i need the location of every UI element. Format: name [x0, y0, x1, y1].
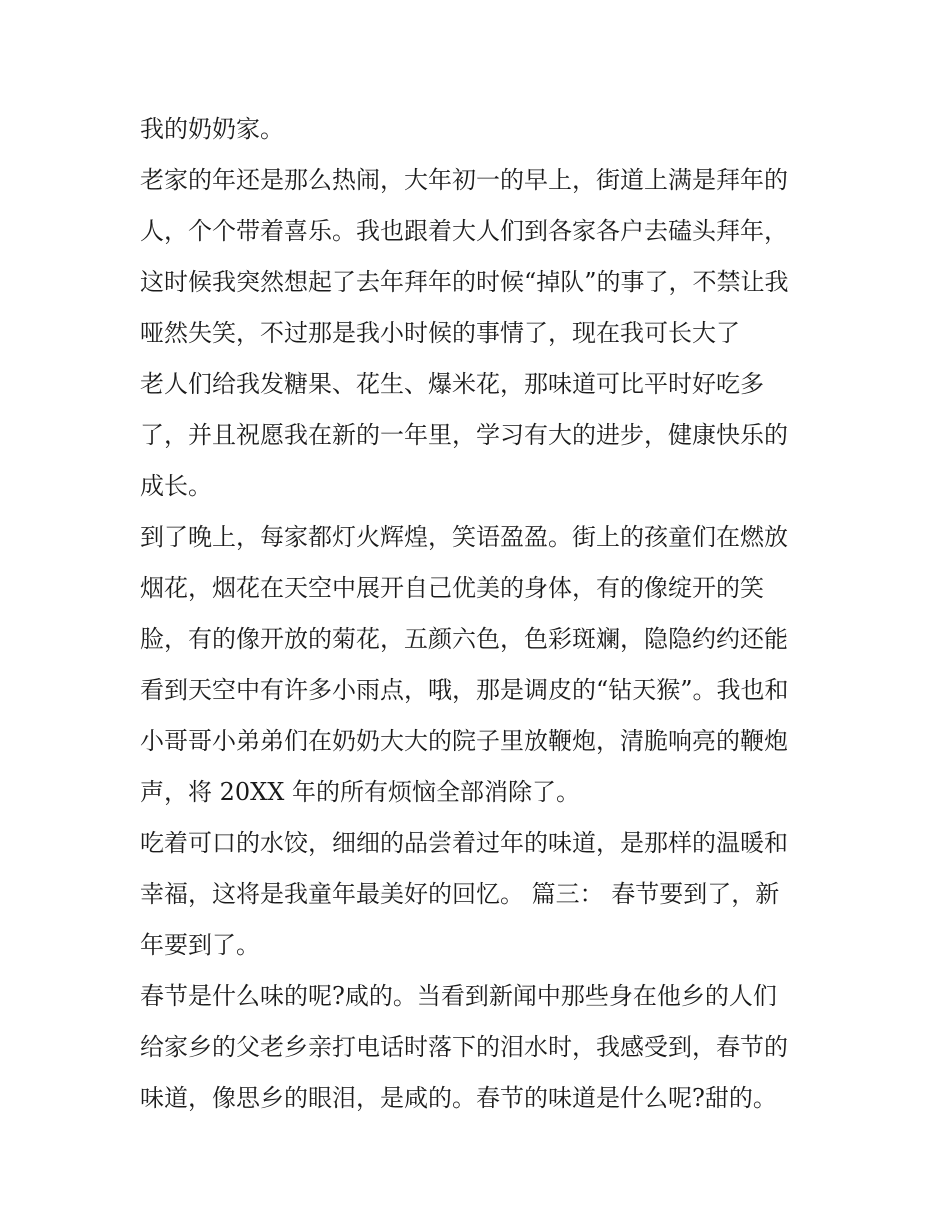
text-line: 了，并且祝愿我在新的一年里，学习有大的进步，健康快乐的 [140, 421, 788, 449]
text-line: 哑然失笑，不过那是我小时候的事情了，现在我可长大了 [140, 319, 740, 347]
text-line: 吃着可口的水饺，细细的品尝着过年的味道，是那样的温暖和 [140, 829, 788, 857]
text-line: 声，将 20XX 年的所有烦恼全部消除了。 [140, 778, 580, 806]
text-line: 给家乡的父老乡亲打电话时落下的泪水时，我感受到，春节的 [140, 1033, 788, 1061]
text-line: 我的奶奶家。 [140, 115, 284, 143]
document-body [140, 104, 820, 1124]
text-line: 老人们给我发糖果、花生、爆米花，那味道可比平时好吃多 [140, 370, 764, 398]
text-line: 看到天空中有许多小雨点，哦，那是调皮的“钻天猴”。我也和 [140, 676, 789, 704]
text-line: 年要到了。 [140, 931, 260, 959]
text-line: 小哥哥小弟弟们在奶奶大大的院子里放鞭炮，清脆响亮的鞭炮 [140, 727, 788, 755]
text-line: 春节是什么味的呢?咸的。当看到新闻中那些身在他乡的人们 [140, 982, 777, 1010]
text-line: 烟花，烟花在天空中展开自己优美的身体，有的像绽开的笑 [140, 574, 764, 602]
text-line: 老家的年还是那么热闹，大年初一的早上，街道上满是拜年的 [140, 166, 788, 194]
text-line: 人，个个带着喜乐。我也跟着大人们到各家各户去磕头拜年， [140, 217, 788, 245]
text-line: 成长。 [140, 472, 212, 500]
text-line: 脸，有的像开放的菊花，五颜六色，色彩斑斓，隐隐约约还能 [140, 625, 788, 653]
text-line: 幸福，这将是我童年最美好的回忆。 篇三： 春节要到了，新 [140, 880, 780, 908]
text-line: 到了晚上，每家都灯火辉煌，笑语盈盈。街上的孩童们在燃放 [140, 523, 788, 551]
text-line: 这时候我突然想起了去年拜年的时候“掉队”的事了，不禁让我 [140, 268, 789, 296]
text-line: 味道，像思乡的眼泪，是咸的。春节的味道是什么呢?甜的。 [140, 1084, 777, 1112]
